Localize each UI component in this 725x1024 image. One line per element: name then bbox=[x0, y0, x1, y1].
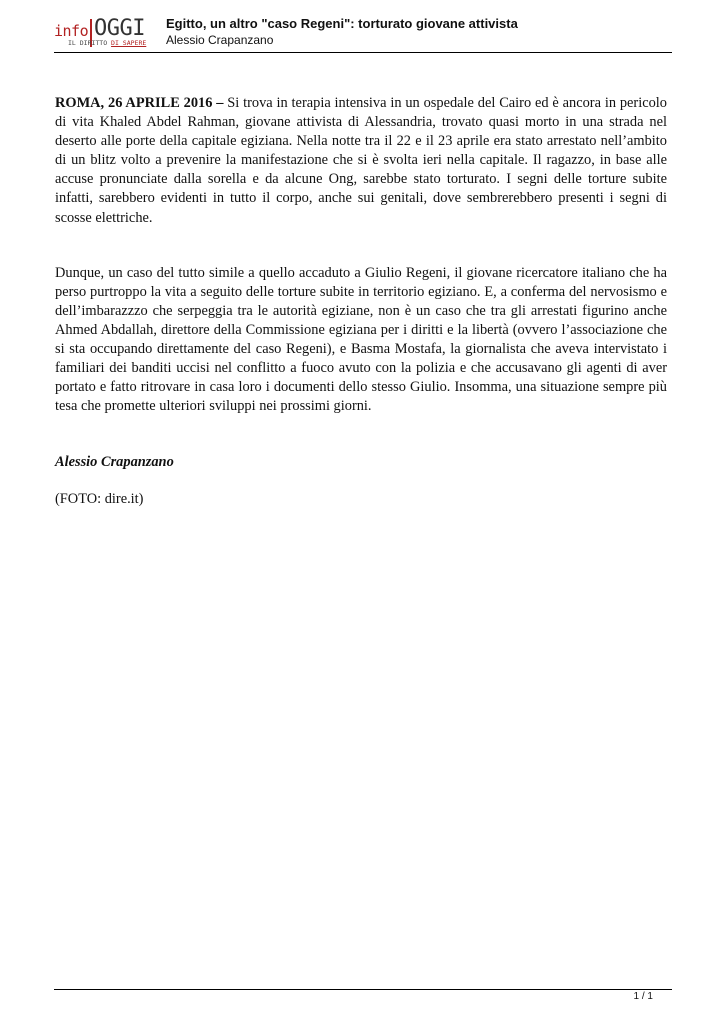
article-body bbox=[55, 94, 667, 509]
header-author: Alessio Crapanzano bbox=[166, 33, 274, 47]
logo-tagline-prefix: IL DIRITTO bbox=[68, 39, 112, 47]
logo-info-text: info bbox=[54, 22, 89, 40]
paragraph-1 bbox=[55, 94, 667, 228]
infooggi-logo bbox=[54, 16, 156, 48]
author-signature: Alessio Crapanzano bbox=[55, 454, 174, 471]
page-number: 1 / 1 bbox=[633, 991, 653, 1002]
logo-oggi-text: OGGI bbox=[94, 16, 145, 41]
header-rule bbox=[54, 52, 672, 53]
photo-credit: (FOTO: dire.it) bbox=[55, 490, 144, 507]
logo-tagline bbox=[68, 39, 146, 47]
article-title: Egitto, un altro "caso Regeni": torturato giovane attivista bbox=[166, 16, 518, 31]
logo-tagline-highlight: DI SAPERE bbox=[111, 39, 147, 47]
paragraph-2: Dunque, un caso del tutto simile a quello accaduto a Giulio Regeni, il giovane ricercatore italiano che ha perso purtroppo la vita a seguito delle torture subite in territorio egiziano. E, a conferma del nervosismo e dell’imbarazzzo che serpeggia tra le autorità egiziane, non è un caso che tra gli arrestati figurino anche Ahmed Abdallah, direttore della Commissione egiziana per i diritti e la libertà (ovvero l’associazione che si sta occupando direttamente del caso Regeni), e Basma Mostafa, la giornalista che aveva intervistato i familiari dei banditi uccisi nel conflitto a fuoco avuto con la polizia e che accusavano gli agenti di aver portato e fatto ritrovare in casa loro i documenti dello stesso Giulio. Insomma, una situazione sempre più tesa che promette ulteriori sviluppi nei prossimi giorni. bbox=[55, 264, 667, 415]
footer-rule bbox=[54, 989, 672, 990]
dateline: ROMA, 26 APRILE 2016 – bbox=[55, 95, 224, 111]
paragraph-1-text: Si trova in terapia intensiva in un ospedale del Cairo ed è ancora in pericolo di vita Khaled Abdel Rahman, giovane attivista di Alessandria, trovato quasi morto in una strada nel deserto alle porte della capitale egiziana. Nella notte tra il 22 e il 23 aprile era stato arrestato nell’ambito di un blitz volto a prevenire la manifestazione che si è svolta ieri nella capitale. Il ragazzo, in base alle accuse pronunciate dalla sorella e da alcune Ong, sarebbe stato torturato. I segni delle torture subite infatti, sarebbero evidenti in tutto il corpo, anche sui genitali, dove sembrerebbero presenti i segni di scosse elettriche. bbox=[55, 95, 667, 226]
page-header bbox=[54, 14, 672, 52]
